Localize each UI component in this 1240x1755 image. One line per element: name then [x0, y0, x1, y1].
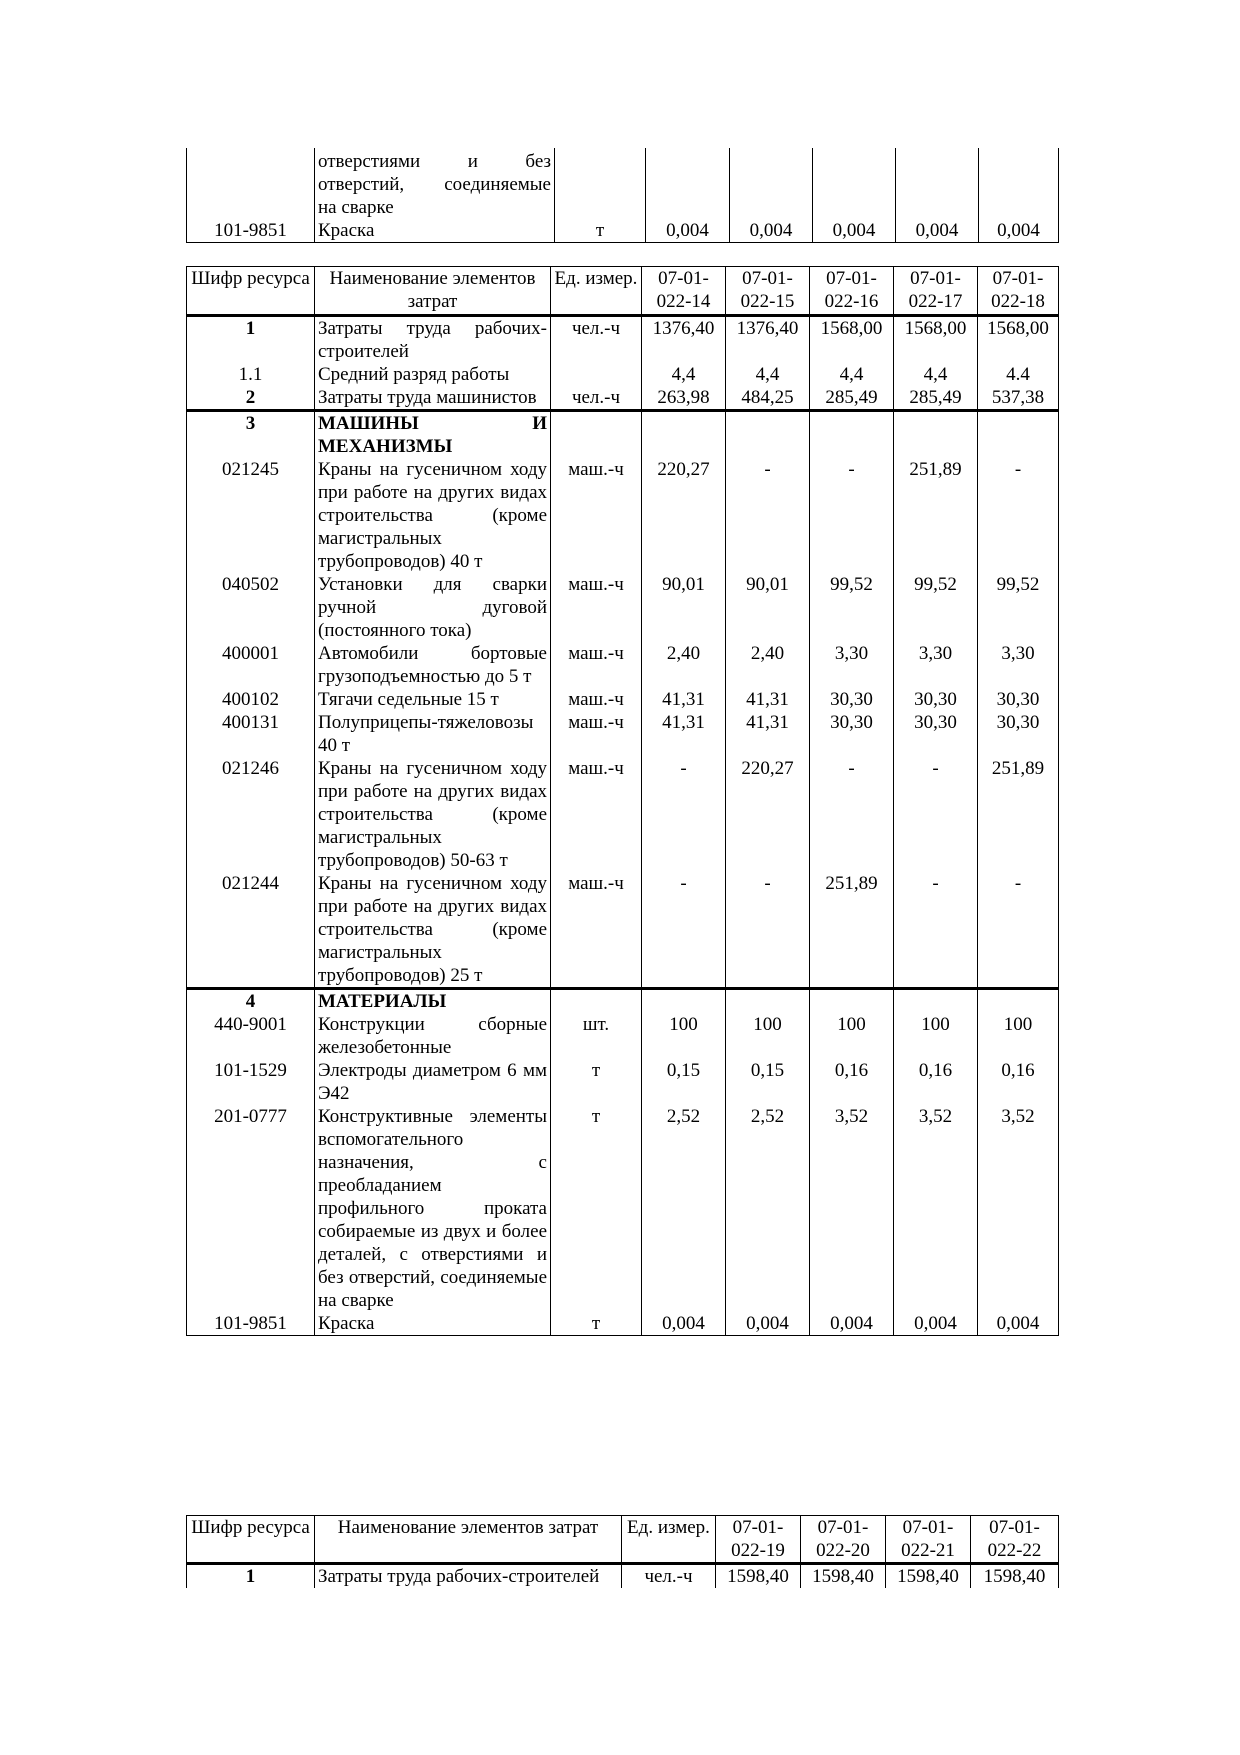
- header-unit: Ед. измер.: [622, 1516, 716, 1564]
- resource-name: Затраты труда машинистов: [315, 386, 551, 411]
- table-row: [187, 1059, 1059, 1105]
- unit: маш.-ч: [551, 757, 642, 872]
- unit: чел.-ч: [551, 316, 642, 364]
- value-cell: 1598,40: [971, 1564, 1059, 1589]
- previous-table-fragment: [186, 148, 1059, 243]
- empty-cell: [978, 411, 1059, 459]
- unit: [551, 363, 642, 386]
- header-norm-code: 07-01-022-22: [971, 1516, 1059, 1564]
- empty-cell: [726, 411, 810, 459]
- header-cost-element: Наименование элементов затрат: [315, 1516, 622, 1564]
- header-norm-code: 07-01-022-16: [810, 267, 894, 316]
- value-cell: 3,30: [978, 642, 1059, 688]
- value-cell: 220,27: [642, 458, 726, 573]
- resource-code: 040502: [187, 573, 315, 642]
- value-cell: 4,4: [894, 363, 978, 386]
- header-resource-code: Шифр ресурса: [187, 267, 315, 316]
- value-cell: 2,40: [726, 642, 810, 688]
- value-cell: 100: [726, 1013, 810, 1059]
- header-norm-code: 07-01-022-21: [886, 1516, 971, 1564]
- empty-cell: [642, 411, 726, 459]
- resource-table-14-18: [186, 266, 1059, 1336]
- value-cell: 100: [894, 1013, 978, 1059]
- value-cell: 263,98: [642, 386, 726, 411]
- resource-name-cell: [315, 148, 555, 219]
- header-row: [187, 1516, 1059, 1564]
- name-line: отверстиями и без: [318, 151, 551, 172]
- value-cell: 0,004: [810, 1312, 894, 1336]
- value-cell: 99,52: [810, 573, 894, 642]
- value-cell: 30,30: [978, 711, 1059, 757]
- value-cell: 0,16: [894, 1059, 978, 1105]
- value-cell: -: [726, 872, 810, 989]
- unit: маш.-ч: [551, 711, 642, 757]
- value-cell: 1598,40: [801, 1564, 886, 1589]
- resource-code: 400001: [187, 642, 315, 688]
- value-cell: 41,31: [726, 711, 810, 757]
- unit: маш.-ч: [551, 642, 642, 688]
- name-line: на сварке: [318, 197, 394, 218]
- table-row: [187, 1105, 1059, 1312]
- value-cell: 4,4: [810, 363, 894, 386]
- value-cell: 0,15: [726, 1059, 810, 1105]
- section-title: МАШИНЫ И МЕХАНИЗМЫ: [315, 411, 551, 459]
- resource-code: 400131: [187, 711, 315, 757]
- resource-name: Краны на гусеничном ходу при работе на других видах строительства (кроме магистральных трубопроводов) 25 т: [315, 872, 551, 989]
- header-cost-element: Наименование элементов затрат: [315, 267, 551, 316]
- resource-code-cell: [187, 148, 315, 219]
- header-norm-code: 07-01-022-20: [801, 1516, 886, 1564]
- value-cell: 30,30: [978, 688, 1059, 711]
- table-row: [187, 1312, 1059, 1336]
- resource-name: Затраты труда рабочих-строителей: [315, 1564, 622, 1589]
- value-cell: 484,25: [726, 386, 810, 411]
- value-cell: 3,30: [894, 642, 978, 688]
- value-cell: -: [642, 872, 726, 989]
- resource-name: Краны на гусеничном ходу при работе на других видах строительства (кроме магистральных трубопроводов) 40 т: [315, 458, 551, 573]
- unit: т: [551, 1105, 642, 1312]
- value-cell: -: [894, 872, 978, 989]
- value-cell: 90,01: [726, 573, 810, 642]
- table-row: [187, 573, 1059, 642]
- value-cell: -: [894, 757, 978, 872]
- header-norm-code: 07-01-022-18: [978, 267, 1059, 316]
- empty-cell: [894, 411, 978, 459]
- value-cell: 3,52: [978, 1105, 1059, 1312]
- fragment-continuation-row: [187, 148, 1059, 219]
- value-cell: -: [726, 458, 810, 573]
- resource-code: 101-1529: [187, 1059, 315, 1105]
- table-row: [187, 219, 1059, 243]
- value-cell: -: [642, 757, 726, 872]
- resource-name: Краска: [315, 219, 555, 243]
- header-row: [187, 267, 1059, 316]
- value-cell: 251,89: [894, 458, 978, 573]
- resource-name: Автомобили бортовые грузоподъемностью до 5 т: [315, 642, 551, 688]
- unit: маш.-ч: [551, 688, 642, 711]
- resource-name: Полуприцепы-тяжеловозы 40 т: [315, 711, 551, 757]
- unit: шт.: [551, 1013, 642, 1059]
- value-cell: 0,004: [730, 219, 813, 243]
- value-cell: 220,27: [726, 757, 810, 872]
- resource-code: 4: [187, 989, 315, 1014]
- unit: чел.-ч: [622, 1564, 716, 1589]
- resource-name: Конструкции сборные железобетонные: [315, 1013, 551, 1059]
- resource-name: Краны на гусеничном ходу при работе на других видах строительства (кроме магистральных трубопроводов) 50-63 т: [315, 757, 551, 872]
- value-cell: -: [810, 757, 894, 872]
- header-resource-code: Шифр ресурса: [187, 1516, 315, 1564]
- empty-cell: [551, 411, 642, 459]
- value-cell: 4,4: [726, 363, 810, 386]
- unit: маш.-ч: [551, 458, 642, 573]
- unit: т: [551, 1312, 642, 1336]
- value-cell: 1598,40: [716, 1564, 801, 1589]
- table-row: [187, 642, 1059, 688]
- value-cell: 2,40: [642, 642, 726, 688]
- resource-code: 1: [187, 1564, 315, 1589]
- value-cell: -: [978, 872, 1059, 989]
- name-line: отверстий, соединяемые: [318, 174, 551, 195]
- value-cell: 0,004: [813, 219, 896, 243]
- table-row: [187, 711, 1059, 757]
- empty-cell: [978, 989, 1059, 1014]
- value-cell: 1568,00: [810, 316, 894, 364]
- labor-section: [187, 316, 1059, 411]
- table-row: [187, 1013, 1059, 1059]
- resource-code: 021246: [187, 757, 315, 872]
- resource-code: 021245: [187, 458, 315, 573]
- resource-name: Электроды диаметром 6 мм Э42: [315, 1059, 551, 1105]
- empty-cell: [726, 989, 810, 1014]
- resource-code: 201-0777: [187, 1105, 315, 1312]
- table-row: [187, 458, 1059, 573]
- value-cell: 3,30: [810, 642, 894, 688]
- empty-cell: [551, 989, 642, 1014]
- table-row: [187, 757, 1059, 872]
- value-cell: 1376,40: [726, 316, 810, 364]
- value-cell: 30,30: [894, 688, 978, 711]
- resource-code: 1.1: [187, 363, 315, 386]
- value-cell: 3,52: [810, 1105, 894, 1312]
- value-cell: 100: [642, 1013, 726, 1059]
- value-cell: 3,52: [894, 1105, 978, 1312]
- value-cell: 0,004: [896, 219, 979, 243]
- empty-cell: [894, 989, 978, 1014]
- value-cell: 0,004: [646, 219, 730, 243]
- header-norm-code: 07-01-022-19: [716, 1516, 801, 1564]
- value-cell: 1568,00: [894, 316, 978, 364]
- value-cell: 0,004: [979, 219, 1059, 243]
- value-cell: 99,52: [894, 573, 978, 642]
- resource-code: 021244: [187, 872, 315, 989]
- machines-section: [187, 411, 1059, 989]
- resource-code: 1: [187, 316, 315, 364]
- materials-section: [187, 989, 1059, 1336]
- value-cell: 30,30: [810, 688, 894, 711]
- unit: т: [551, 1059, 642, 1105]
- resource-name: Затраты труда рабочих-строителей: [315, 316, 551, 364]
- value-cell: 285,49: [810, 386, 894, 411]
- value-cell: 0,004: [894, 1312, 978, 1336]
- resource-code: 101-9851: [187, 1312, 315, 1336]
- unit: маш.-ч: [551, 872, 642, 989]
- value-cell: 4,4: [642, 363, 726, 386]
- value-cell: 251,89: [978, 757, 1059, 872]
- resource-name: Краска: [315, 1312, 551, 1336]
- value-cell: 2,52: [642, 1105, 726, 1312]
- resource-name: Средний разряд работы: [315, 363, 551, 386]
- header-norm-code: 07-01-022-17: [894, 267, 978, 316]
- value-cell: 0,004: [726, 1312, 810, 1336]
- section-row: [187, 411, 1059, 459]
- value-cell: 41,31: [642, 711, 726, 757]
- resource-code: 101-9851: [187, 219, 315, 243]
- table-row: [187, 363, 1059, 386]
- section-row: [187, 989, 1059, 1014]
- table-row: [187, 386, 1059, 411]
- value-cell: 90,01: [642, 573, 726, 642]
- resource-code: 3: [187, 411, 315, 459]
- value-cell: 1598,40: [886, 1564, 971, 1589]
- resource-code: 440-9001: [187, 1013, 315, 1059]
- unit: т: [555, 219, 646, 243]
- table-row: [187, 688, 1059, 711]
- value-cell: -: [810, 458, 894, 573]
- value-cell: -: [978, 458, 1059, 573]
- value-cell: 4.4: [978, 363, 1059, 386]
- value-cell: 0,16: [810, 1059, 894, 1105]
- value-cell: 0,004: [642, 1312, 726, 1336]
- value-cell: 537,38: [978, 386, 1059, 411]
- value-cell: 285,49: [894, 386, 978, 411]
- value-cell: 1376,40: [642, 316, 726, 364]
- value-cell: 100: [810, 1013, 894, 1059]
- value-cell: 0,004: [978, 1312, 1059, 1336]
- resource-name: Установки для сварки ручной дуговой (постоянного тока): [315, 573, 551, 642]
- header-norm-code: 07-01-022-15: [726, 267, 810, 316]
- header-unit: Ед. измер.: [551, 267, 642, 316]
- resource-code: 2: [187, 386, 315, 411]
- resource-name: Конструктивные элементы вспомогательного назначения, с преобладанием профильного проката собираемые из двух и более деталей, с отверстиями и без отверстий, соединяемые на сварке: [315, 1105, 551, 1312]
- value-cell: 41,31: [726, 688, 810, 711]
- header-norm-code: 07-01-022-14: [642, 267, 726, 316]
- value-cell: 1568,00: [978, 316, 1059, 364]
- empty-cell: [642, 989, 726, 1014]
- table-row: [187, 316, 1059, 364]
- section-title: МАТЕРИАЛЫ: [315, 989, 551, 1014]
- resource-code: 400102: [187, 688, 315, 711]
- value-cell: 0,16: [978, 1059, 1059, 1105]
- value-cell: 2,52: [726, 1105, 810, 1312]
- table-row: [187, 1564, 1059, 1589]
- value-cell: 0,15: [642, 1059, 726, 1105]
- value-cell: 30,30: [894, 711, 978, 757]
- unit: чел.-ч: [551, 386, 642, 411]
- value-cell: 100: [978, 1013, 1059, 1059]
- value-cell: 251,89: [810, 872, 894, 989]
- empty-cell: [810, 411, 894, 459]
- value-cell: 41,31: [642, 688, 726, 711]
- resource-table-19-22: [186, 1515, 1059, 1588]
- unit: маш.-ч: [551, 573, 642, 642]
- value-cell: 30,30: [810, 711, 894, 757]
- table-row: [187, 872, 1059, 989]
- empty-cell: [810, 989, 894, 1014]
- resource-name: Тягачи седельные 15 т: [315, 688, 551, 711]
- value-cell: 99,52: [978, 573, 1059, 642]
